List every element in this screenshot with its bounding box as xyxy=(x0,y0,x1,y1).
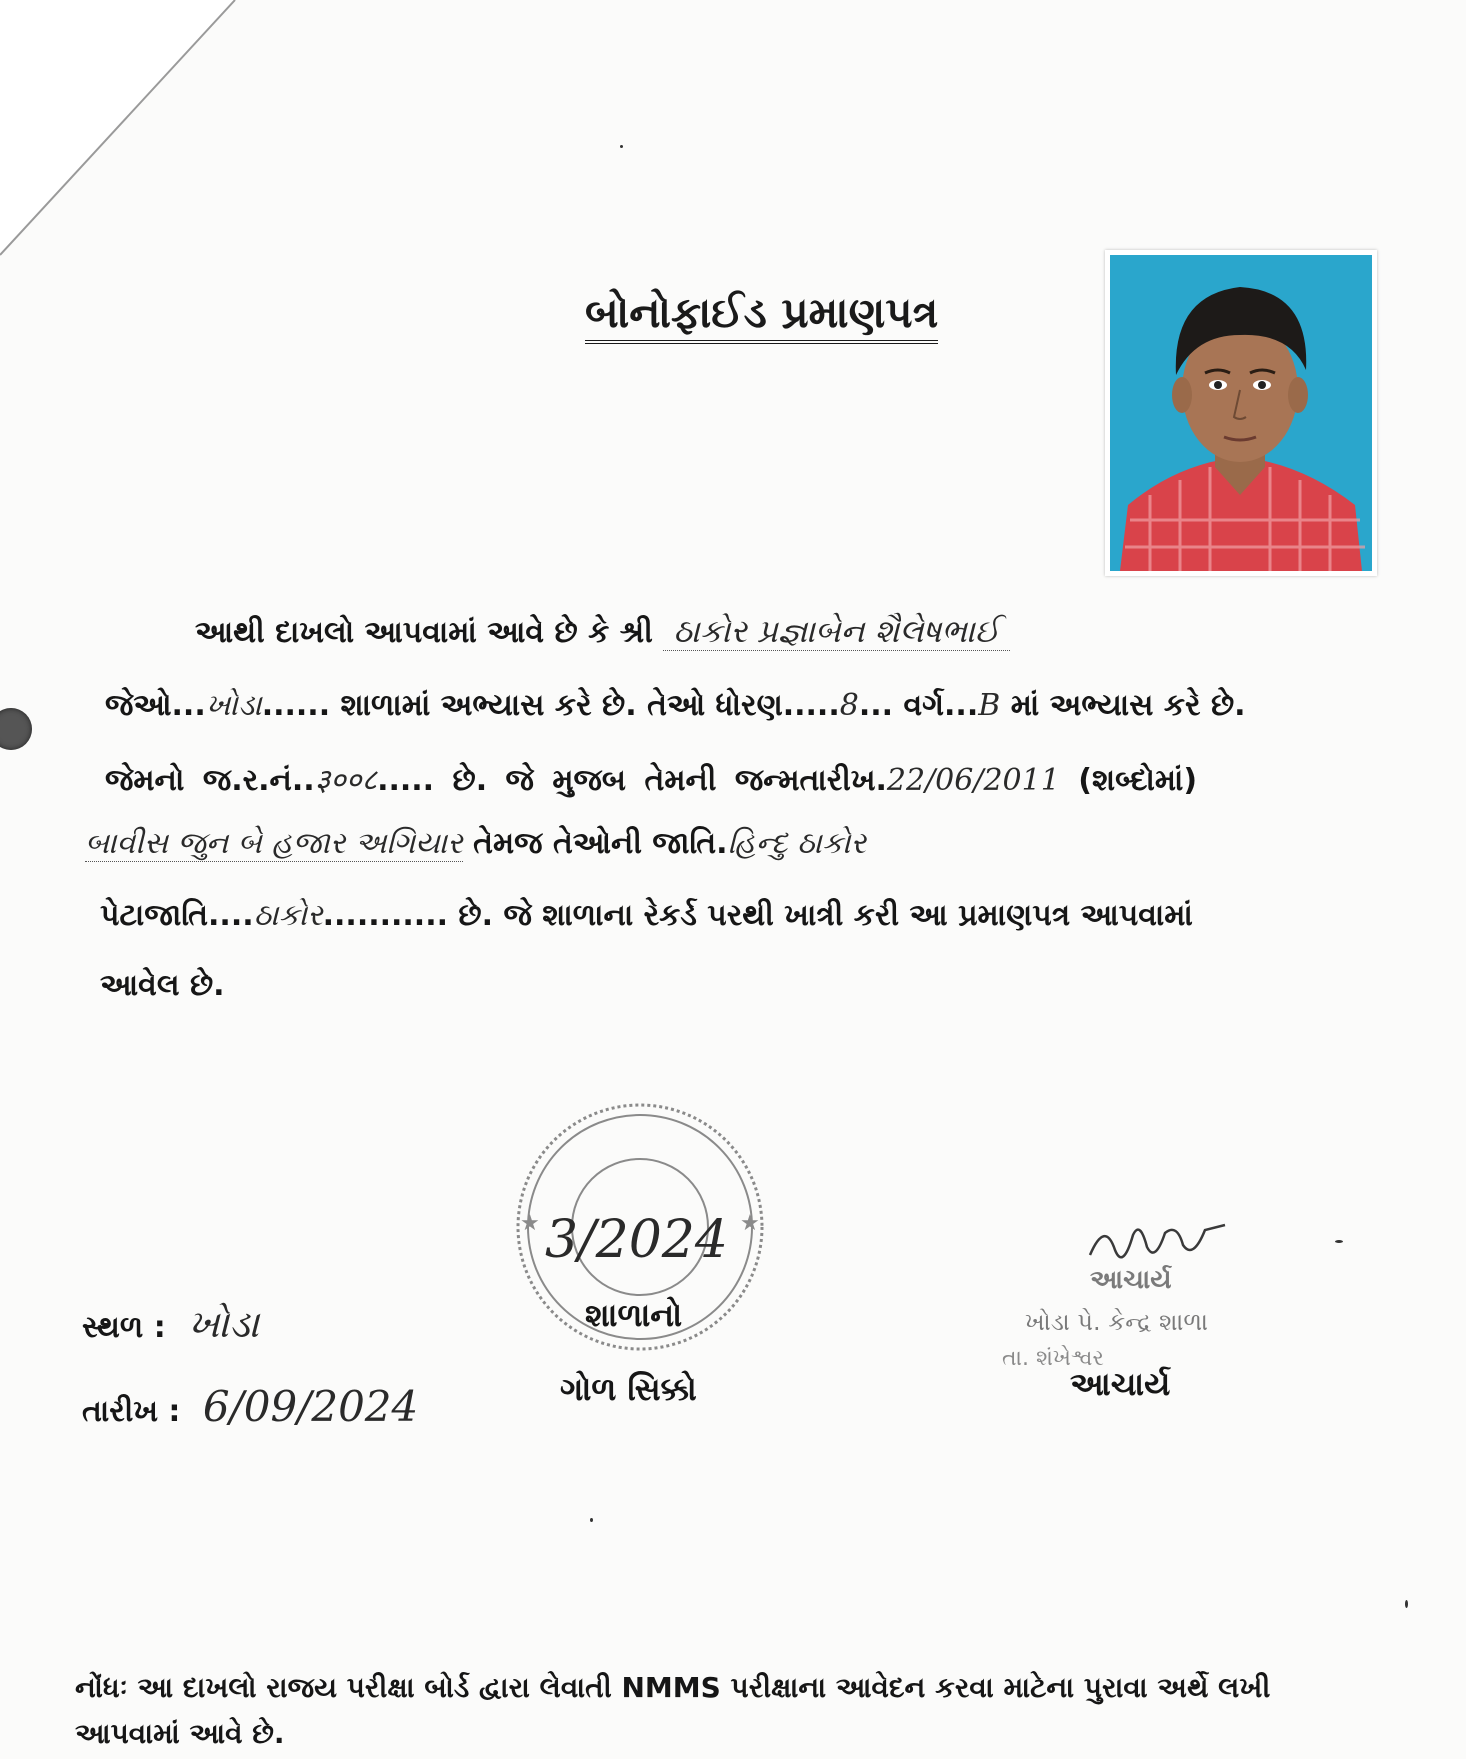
paper-speck xyxy=(590,1518,593,1522)
footer-note: નોંધઃ આ દાખલો રાજય પરીક્ષા બોર્ડ દ્વારા લેવાતી NMMS પરીક્ષાના આવેદન કરવા માટેના પુરાવા અર્થે લખી આપવામાં આવે છે. xyxy=(75,1671,1271,1750)
body-line-2 xyxy=(105,688,1246,723)
seal-label-line1: શાળાનો xyxy=(585,1296,683,1334)
document-title: બોનોફાઈડ પ્રમાણપત્ર xyxy=(585,288,938,344)
paper-corner-fold xyxy=(0,0,260,270)
caste-value: હિન્દુ ઠાકોર xyxy=(727,826,867,861)
seal-label-line2: ગોળ સિક્કો xyxy=(560,1370,697,1408)
birth-date-value: 22/06/2011 xyxy=(886,763,1060,798)
line4-middle: તેમજ તેઓની જાતિ. xyxy=(473,826,728,861)
body-line-6: આવેલ છે. xyxy=(100,968,225,1003)
standard-value: 8 xyxy=(839,688,859,723)
gr-number-value: ३००८ xyxy=(314,763,378,798)
paper-speck xyxy=(620,145,623,148)
body-line-1 xyxy=(195,612,1010,651)
subcaste-value: ઠાકોર xyxy=(253,898,323,933)
body-line-4 xyxy=(85,826,866,861)
line2-prefix: જેઓ... xyxy=(105,688,206,723)
line2-suffix: માં અભ્યાસ કરે છે. xyxy=(1010,688,1246,723)
class-value: B xyxy=(978,688,1001,723)
place-row xyxy=(82,1302,259,1347)
principal-stamp-line3: તા. શંખેશ્વર xyxy=(1002,1346,1104,1371)
principal-label: આચાર્ય xyxy=(1070,1365,1171,1403)
place-label: સ્થળ : xyxy=(82,1310,166,1345)
body-line-5 xyxy=(100,898,1193,933)
svg-text:★: ★ xyxy=(520,1211,540,1236)
line3-suffix: (શબ્દોમાં) xyxy=(1078,763,1198,798)
line3-prefix: જેમનો જ.ર.નં.. xyxy=(105,763,315,798)
date-row xyxy=(82,1382,418,1431)
line5-prefix: પેટાજાતિ.... xyxy=(100,898,254,933)
student-name-value: ઠાકોર પ્રજ્ઞાબેન શૈલેષભાઈ xyxy=(663,612,1009,651)
line1-prefix: આથી દાખલો આપવામાં આવે છે કે શ્રી xyxy=(195,615,653,650)
school-value: ખોડા xyxy=(205,688,262,723)
line2-middle: ...... શાળામાં અભ્યાસ કરે છે. તેઓ ધોરણ..... xyxy=(261,688,840,723)
paper-speck xyxy=(1335,1240,1343,1243)
principal-stamp-line2: ખોડા પે. કેન્દ્ર શાળા xyxy=(1025,1308,1209,1336)
punch-hole xyxy=(0,708,32,750)
date-value: 6/09/2024 xyxy=(202,1382,419,1431)
place-value: ખોડા xyxy=(188,1302,260,1346)
body-line-3 xyxy=(105,758,1197,799)
student-photo xyxy=(1105,250,1377,576)
seal-handwritten-date: 3/2024 xyxy=(545,1210,728,1270)
line5-suffix: ........... છે. જે શાળાના રેકર્ડ પરથી ખાત્રી કરી આ પ્રમાણપત્ર આપવામાં xyxy=(322,898,1193,933)
birth-date-words-value: બાવીસ જુન બે હજાર અગિયાર xyxy=(85,826,463,861)
principal-stamp-line1: આચાર્ય xyxy=(1090,1265,1172,1295)
line3-middle: ..... છે. જે મુજબ તેમની જન્મતારીખ. xyxy=(377,763,887,798)
line2-middle2: ... વર્ગ... xyxy=(858,688,979,723)
svg-text:★: ★ xyxy=(740,1211,760,1236)
paper-speck xyxy=(1405,1600,1408,1608)
date-label: તારીખ : xyxy=(82,1394,181,1429)
